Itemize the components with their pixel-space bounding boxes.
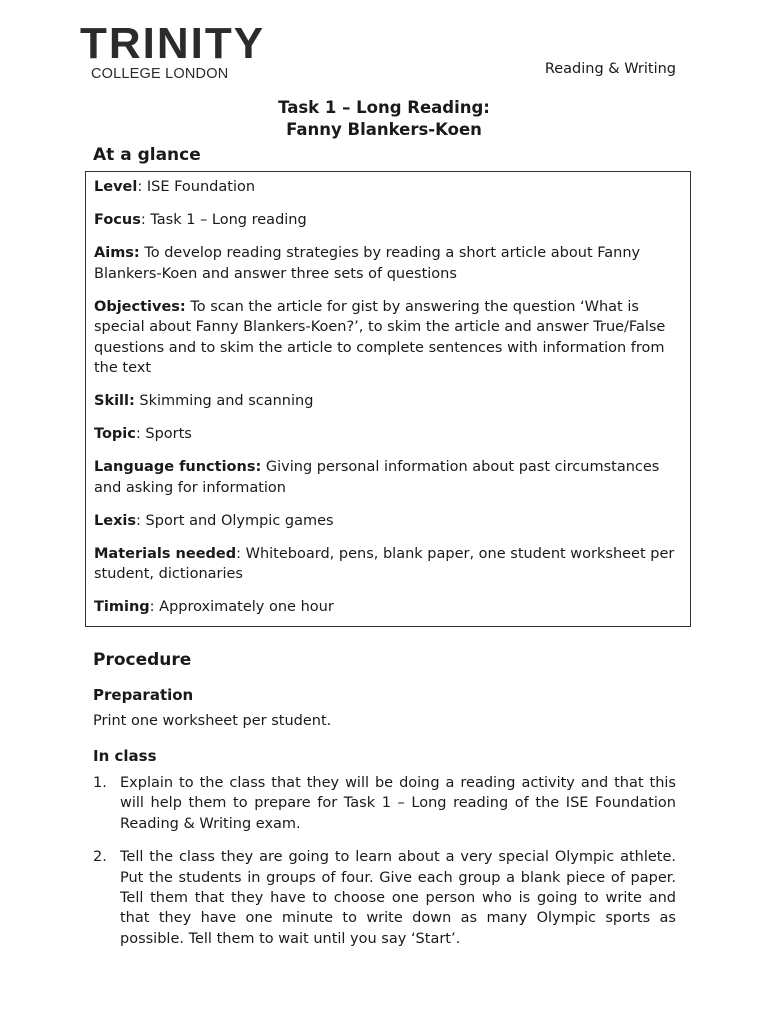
- procedure-heading: Procedure: [93, 650, 192, 670]
- glance-label: Level: [94, 179, 138, 195]
- glance-item-objectives: [94, 297, 682, 379]
- glance-value: To develop reading strategies by reading a short article about Fanny Blankers-Koen and answer three sets of questions: [94, 245, 641, 282]
- glance-label: Topic: [94, 426, 136, 442]
- glance-label: Aims:: [94, 245, 140, 261]
- glance-item-focus: Focus: Task 1 – Long reading: [94, 212, 307, 228]
- in-class-heading: In class: [93, 747, 157, 765]
- logo-subtitle: COLLEGE LONDON: [91, 66, 229, 82]
- trinity-logo: [80, 19, 266, 82]
- glance-value: Whiteboard, pens, blank paper, one student worksheet per student, dictionaries: [94, 545, 675, 582]
- glance-label: Focus: [94, 212, 141, 228]
- list-item: [93, 847, 676, 949]
- glance-label: Timing: [94, 599, 150, 615]
- at-a-glance-heading: At a glance: [93, 145, 201, 165]
- glance-value: Sport and Olympic games: [145, 512, 334, 529]
- glance-label: Skill:: [94, 393, 135, 409]
- step-text: Explain to the class that they will be doing a reading activity and that this will help them to prepare for Task 1 – Long reading of the ISE Foundation Reading & Writing exam.: [120, 775, 676, 832]
- glance-value: Approximately one hour: [159, 599, 334, 615]
- preparation-text: Print one worksheet per student.: [93, 713, 332, 729]
- step-text: Tell the class they are going to learn about a very special Olympic athlete. Put the students in groups of four. Give each group a blank piece of paper. Tell them that they have to choose one person who is going to write and that they have one minute to write down as many Olympic sports as possible. Tell them to wait until you say ‘Start’.: [120, 849, 676, 947]
- glance-value: Giving personal information about past circumstances and asking for information: [94, 459, 660, 496]
- at-a-glance-box: [85, 171, 691, 627]
- glance-item-materials: Materials needed: Whiteboard, pens, blank paper, one student worksheet per student, dictionaries: [94, 545, 675, 582]
- glance-label: Materials needed: [94, 545, 237, 562]
- title-line-1: Task 1 – Long Reading:: [278, 98, 490, 117]
- glance-label: Objectives:: [94, 298, 186, 315]
- glance-item-language-functions: [94, 457, 682, 498]
- step-number: 1.: [93, 775, 107, 791]
- glance-item-skill: [94, 391, 682, 412]
- glance-value: ISE Foundation: [146, 179, 256, 195]
- glance-item-lexis: Lexis: Sport and Olympic games: [94, 512, 334, 529]
- glance-item-timing: Timing: Approximately one hour: [94, 599, 334, 615]
- header-section-label: Reading & Writing: [544, 61, 676, 77]
- page-title: [0, 97, 768, 141]
- glance-item-aims: [94, 243, 682, 284]
- preparation-heading: Preparation: [93, 686, 194, 704]
- title-line-2: Fanny Blankers-Koen: [286, 120, 482, 139]
- glance-label: Lexis: [94, 512, 137, 529]
- glance-item-level: Level: ISE Foundation: [94, 179, 256, 195]
- glance-value: Skimming and scanning: [139, 393, 314, 409]
- logo-wordmark: TRINITY: [80, 19, 266, 68]
- glance-value: Sports: [145, 426, 192, 442]
- glance-value: To scan the article for gist by answering the question ‘What is special about Fanny Blankers-Koen?’, to skim the article and answer True/False questions and to skim the article to complete sentences with information from the text: [94, 298, 666, 376]
- step-number: 2.: [93, 849, 107, 866]
- list-item: [93, 773, 676, 834]
- glance-item-topic: Topic: Sports: [94, 426, 192, 442]
- in-class-steps: [93, 773, 676, 962]
- glance-label: Language functions:: [94, 459, 262, 475]
- glance-value: Task 1 – Long reading: [150, 212, 307, 228]
